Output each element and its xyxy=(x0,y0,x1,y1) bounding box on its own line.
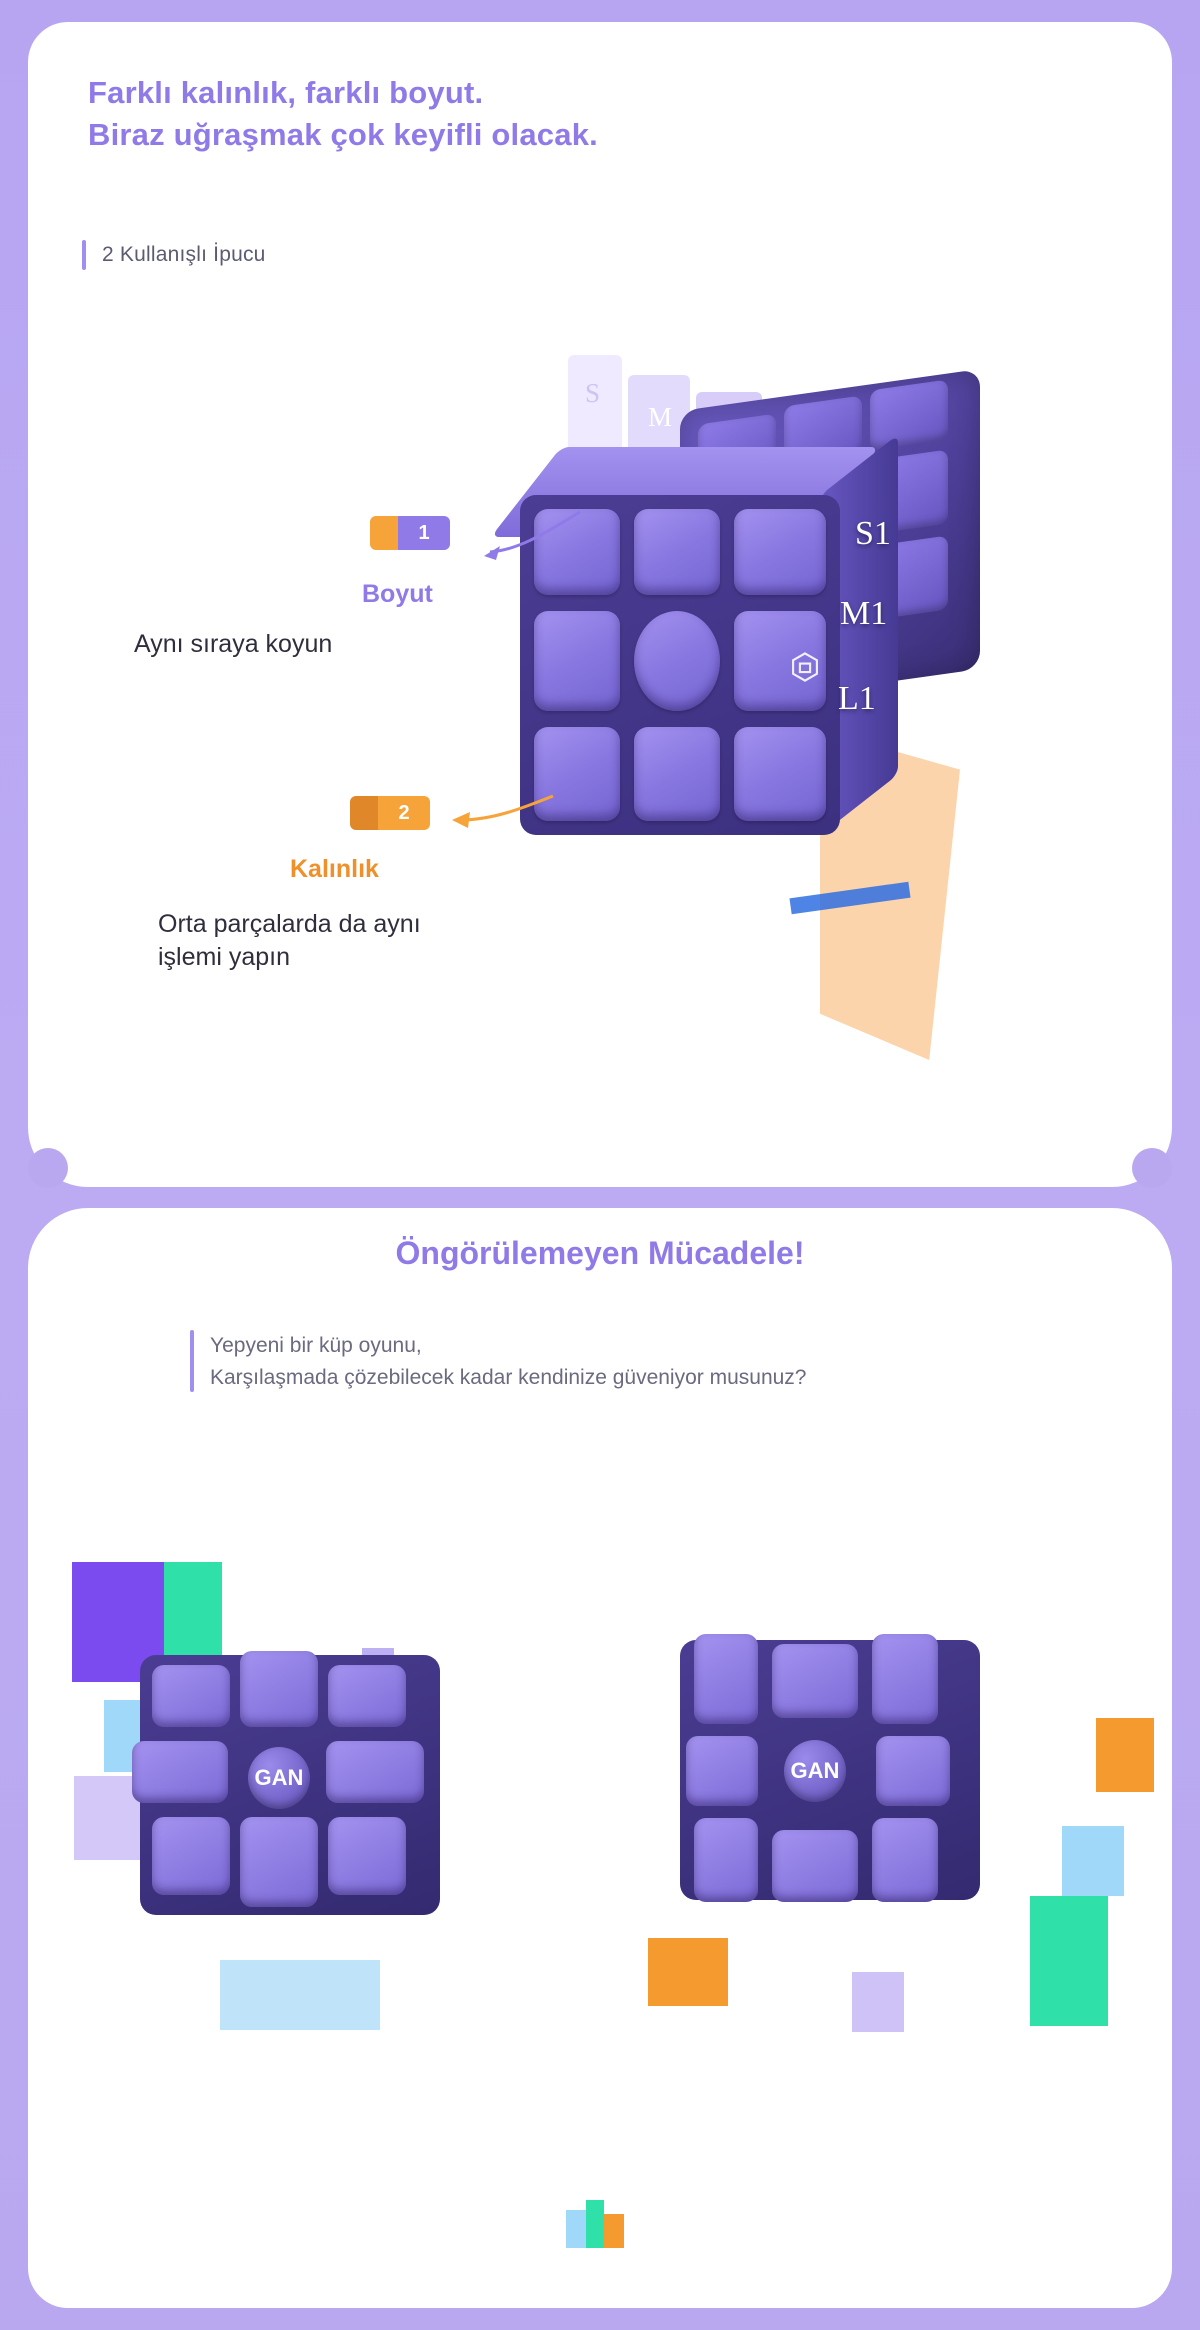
footer-bar-green xyxy=(586,2200,604,2248)
step-1-badge-accent xyxy=(370,516,398,550)
step-1-title: Boyut xyxy=(362,580,433,608)
footer-bar-orange xyxy=(604,2214,624,2248)
footer-decoration xyxy=(566,2200,646,2248)
step-2-description: Orta parçalarda da aynı işlemi yapın xyxy=(158,910,421,971)
deco-square-orange-2 xyxy=(1096,1718,1154,1792)
footer-bar-blue xyxy=(566,2210,586,2248)
gan-logo-left: GAN xyxy=(248,1747,310,1809)
deco-bar-lightblue xyxy=(220,1960,380,2030)
deco-square-lavender-3 xyxy=(852,1972,904,2032)
gan-logo-icon xyxy=(788,650,822,684)
step-2-badge-number: 2 xyxy=(378,796,430,830)
arrow-icon-step-1 xyxy=(480,500,600,570)
ghost-label-m: M xyxy=(648,402,673,432)
deco-square-orange xyxy=(648,1938,728,2006)
step-2-title: Kalınlık xyxy=(290,855,379,883)
subtitle-accent-bar xyxy=(82,240,86,270)
challenge-accent-bar xyxy=(190,1330,194,1392)
challenge-title: Öngörülemeyen Mücadele! xyxy=(395,1235,805,1271)
step-2-badge-accent xyxy=(350,796,378,830)
step-1-description: Aynı sıraya koyun xyxy=(134,630,333,658)
step-1-badge xyxy=(370,516,450,550)
size-label-m1: M1 xyxy=(840,595,888,632)
page-title xyxy=(88,72,1048,156)
headline-line-2: Biraz uğraşmak çok keyifli olacak. xyxy=(88,116,598,152)
size-label-s1: S1 xyxy=(855,515,891,552)
challenge-subtitle xyxy=(210,1330,807,1393)
challenge-subtitle-line-2: Karşılaşmada çözebilecek kadar kendinize güveniyor musunuz? xyxy=(210,1365,807,1389)
challenge-subtitle-block xyxy=(190,1330,807,1393)
challenge-subtitle-line-1: Yepyeni bir küp oyunu, xyxy=(210,1334,422,1357)
cube-illustration-bottom xyxy=(0,1540,1200,2110)
subtitle-text: 2 Kullanışlı İpucu xyxy=(102,243,266,266)
size-label-l1: L1 xyxy=(838,680,876,717)
deco-square-lightblue-2 xyxy=(1062,1826,1124,1896)
step-2-badge xyxy=(350,796,430,830)
subtitle-block xyxy=(82,240,266,270)
ghost-label-s: S xyxy=(585,378,601,408)
headline-line-1: Farklı kalınlık, farklı boyut. xyxy=(88,75,484,110)
arrow-icon-step-2 xyxy=(448,790,568,850)
cube-mini-right xyxy=(680,1640,980,1900)
deco-square-green-2 xyxy=(1030,1896,1108,2026)
cube-illustration-top xyxy=(500,330,1140,1130)
gan-logo-right: GAN xyxy=(784,1740,846,1802)
cube-mini-left xyxy=(140,1655,440,1915)
step-1-badge-number: 1 xyxy=(398,516,450,550)
